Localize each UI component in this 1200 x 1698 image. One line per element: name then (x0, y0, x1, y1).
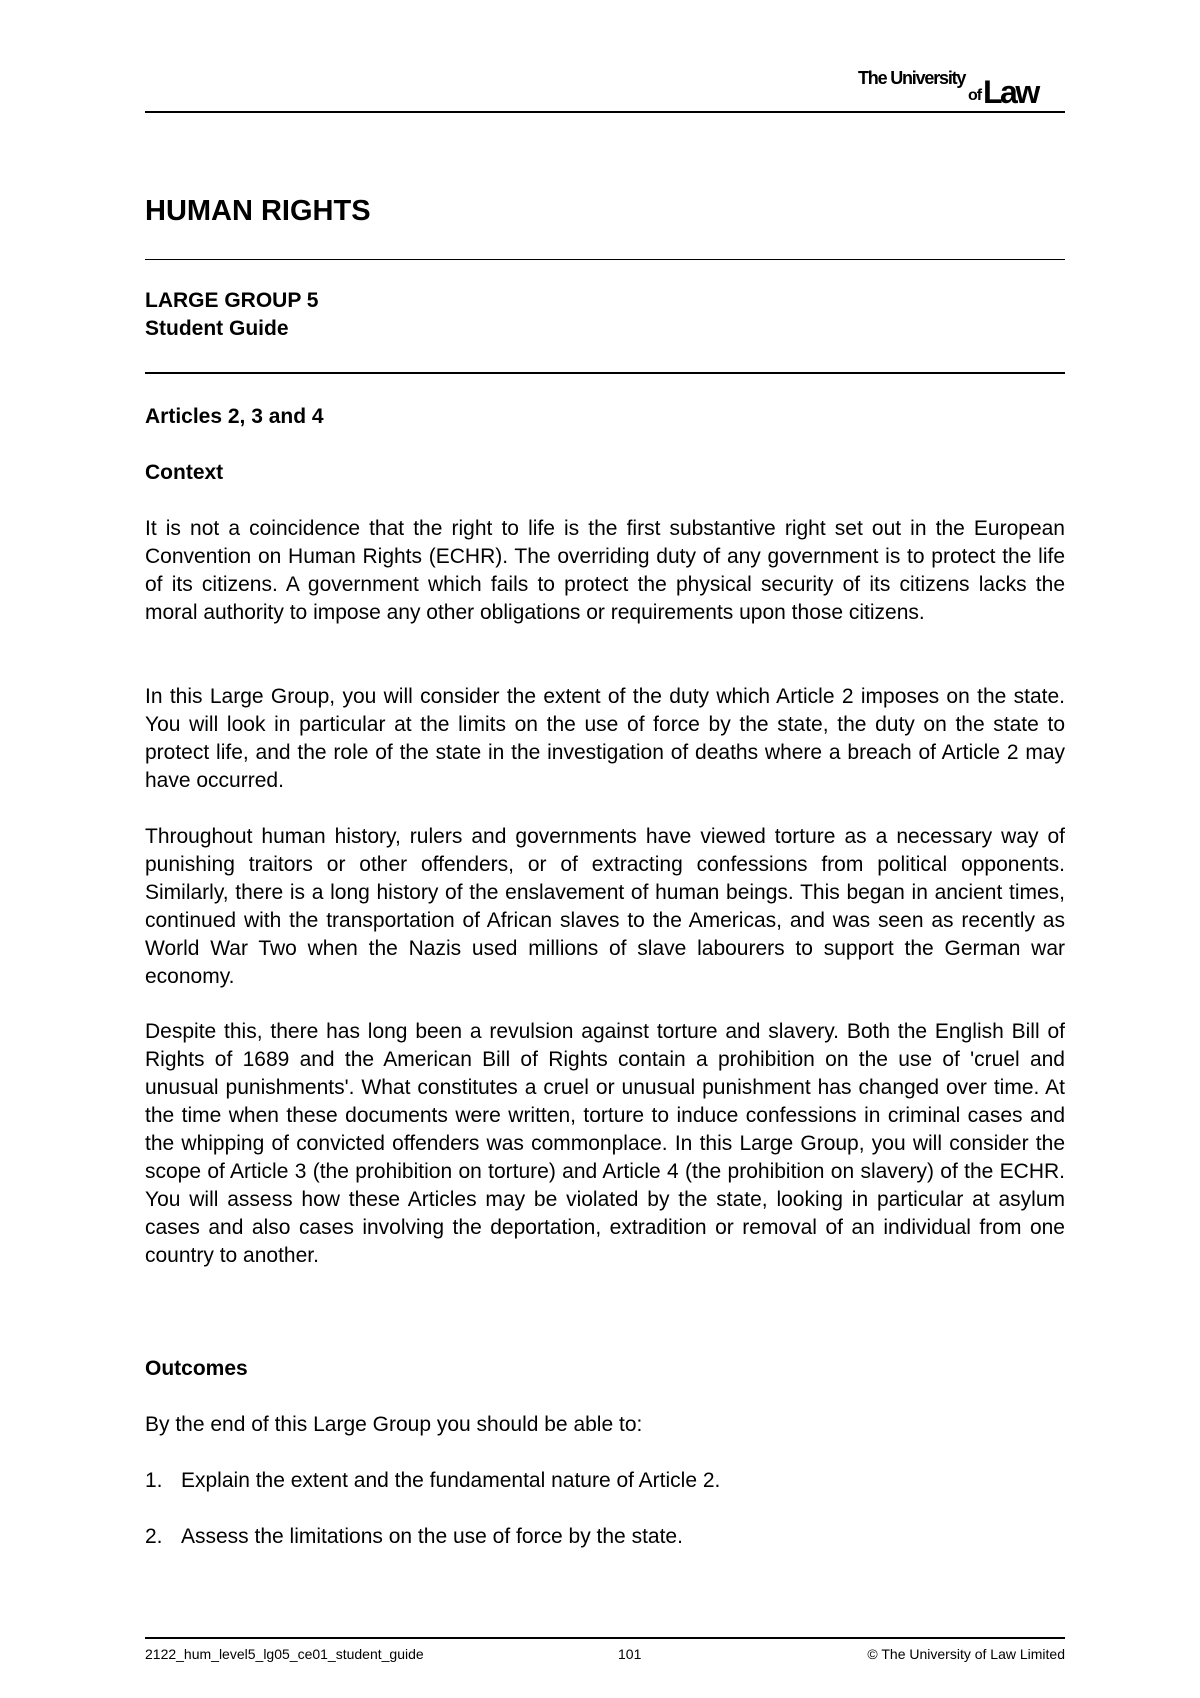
outcomes-heading: Outcomes (145, 1357, 248, 1380)
outcome-number: 1. (145, 1469, 163, 1492)
document-title: HUMAN RIGHTS (145, 195, 371, 227)
outcome-text: Assess the limitations on the use of force by the state. (181, 1525, 683, 1548)
header-rule (145, 111, 1065, 113)
context-paragraph-4: Despite this, there has long been a revulsion against torture and slavery. Both the English Bill of Rights of 1689 and the American Bill of Rights contain a prohibition on the use of 'cruel and unusual punishments'. What constitutes a cruel or unusual punishment has changed over time. At the time when these documents were written, torture to induce confessions in criminal cases and the whipping of convicted offenders was commonplace. In this Large Group, you will consider the scope of Article 3 (the prohibition on torture) and Article 4 (the prohibition on slavery) of the ECHR. You will assess how these Articles may be violated by the state, looking in particular at asylum cases and also cases involving the deportation, extradition or removal of an individual from one country to another. (145, 1020, 1065, 1267)
footer-rule (145, 1637, 1065, 1639)
articles-heading: Articles 2, 3 and 4 (145, 405, 324, 428)
logo-text-the-university: The University (858, 68, 966, 88)
context-paragraph-3: Throughout human history, rulers and governments have viewed torture as a necessary way of punishing traitors or other offenders, or of extracting confessions from political opponents. Similarly, there is a long history of the enslavement of human beings. This began in ancient times, continued with the transportation of African slaves to the Americas, and was seen as recently as World War Two when the Nazis used millions of slave labourers to support the German war economy. (145, 825, 1065, 988)
outcomes-intro: By the end of this Large Group you should be able to: (145, 1413, 643, 1436)
footer-page-number: 101 (618, 1646, 642, 1662)
subtitle-rule (145, 372, 1065, 374)
logo-text-of: of (968, 87, 982, 104)
context-heading: Context (145, 461, 224, 484)
title-rule (145, 259, 1065, 260)
footer-copyright: © The University of Law Limited (867, 1646, 1065, 1662)
context-paragraph-2: In this Large Group, you will consider the extent of the duty which Article 2 imposes on the state. You will look in particular at the limits on the use of force by the state, the duty on the state to protect life, and the role of the state in the investigation of deaths where a breach of Article 2 may have occurred. (145, 685, 1065, 792)
context-paragraph-1: It is not a coincidence that the right to life is the first substantive right set out in the European Convention on Human Rights (ECHR). The overriding duty of any government is to protect the life of its citizens. A government which fails to protect the physical security of its citizens lacks the moral authority to impose any other obligations or requirements upon those citizens. (145, 517, 1065, 624)
logo-text-law: Law (983, 74, 1038, 110)
outcome-item (145, 1523, 1065, 1551)
footer-file-reference: 2122_hum_level5_lg05_ce01_student_guide (145, 1646, 424, 1662)
outcome-item (145, 1467, 1065, 1495)
university-of-law-logo (856, 68, 1066, 108)
outcome-text: Explain the extent and the fundamental nature of Article 2. (181, 1469, 721, 1492)
large-group-label: LARGE GROUP 5 (145, 289, 319, 312)
student-guide-label: Student Guide (145, 317, 289, 340)
outcome-number: 2. (145, 1525, 163, 1548)
